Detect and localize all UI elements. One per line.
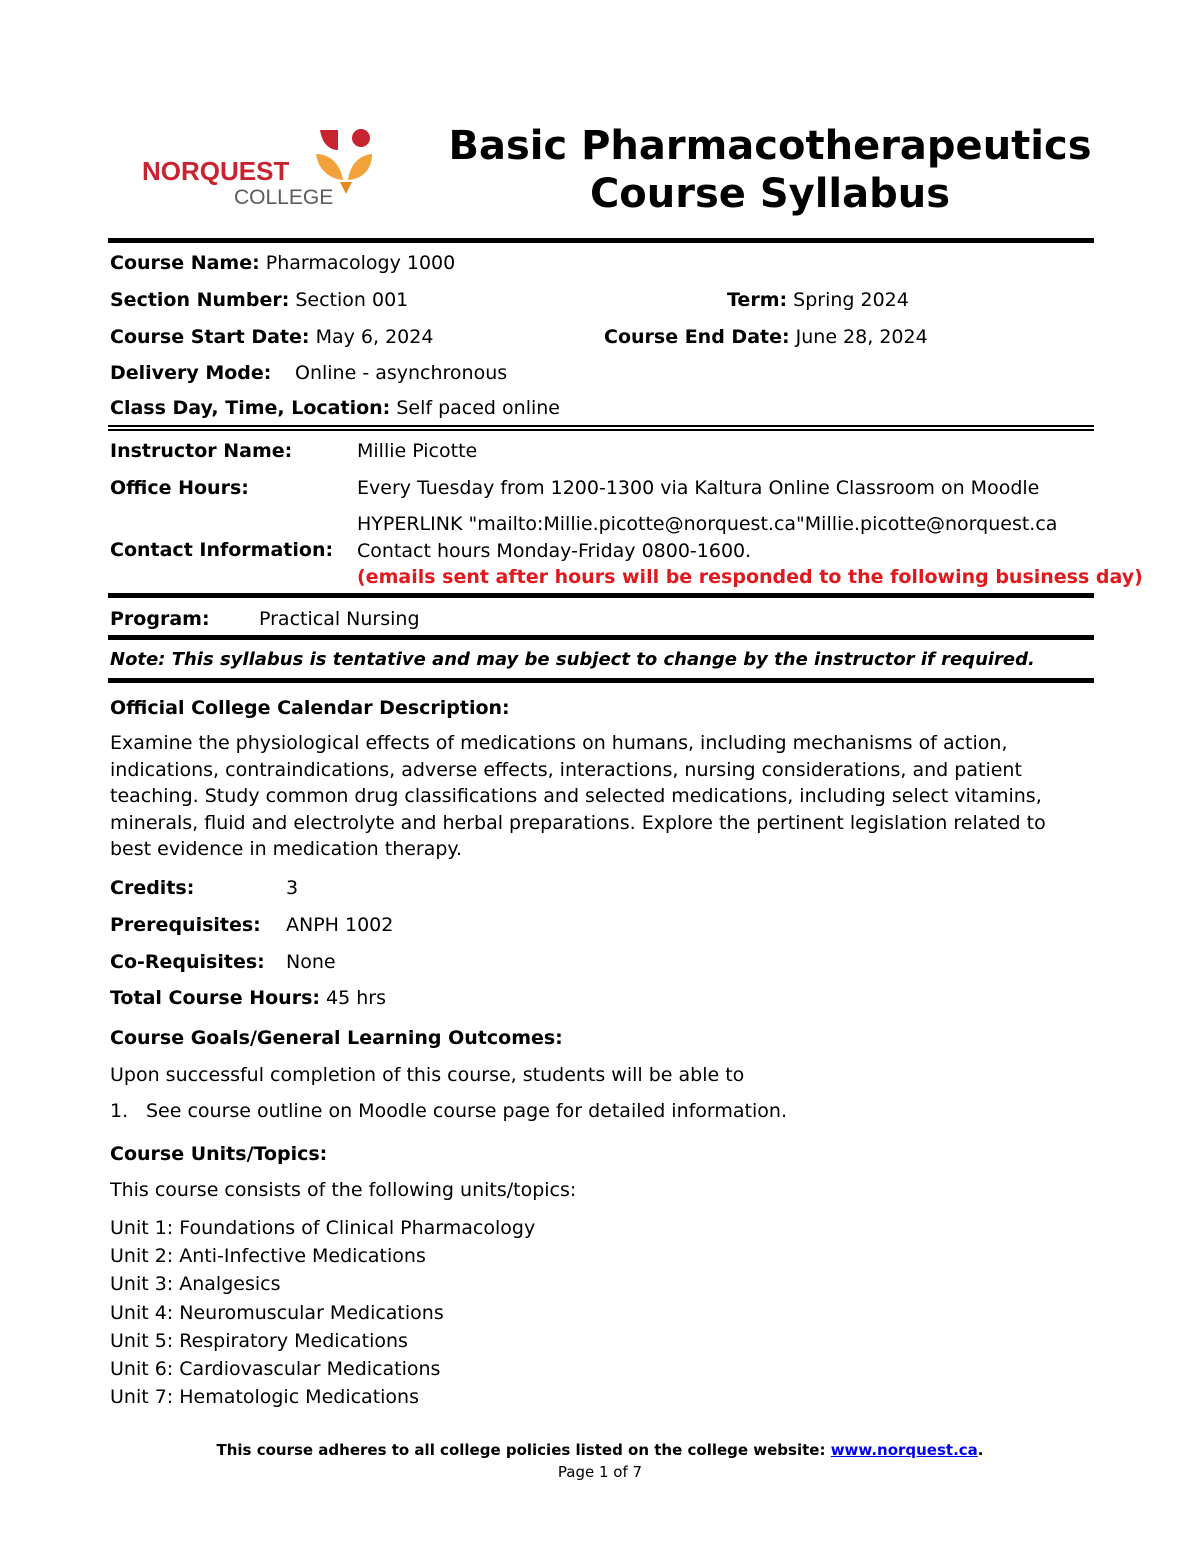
total-hours-row bbox=[110, 986, 386, 1010]
calendar-heading: Official College Calendar Description: bbox=[110, 697, 510, 719]
goals-heading: Course Goals/General Learning Outcomes: bbox=[110, 1027, 563, 1049]
list-item: Unit 7: Hematologic Medications bbox=[110, 1386, 419, 1409]
tentative-note: Note: This syllabus is tentative and may be subject to change by the instructor if required. bbox=[110, 649, 1035, 670]
start-date-value: May 6, 2024 bbox=[315, 326, 434, 348]
divider bbox=[108, 635, 1094, 640]
course-name-row bbox=[110, 251, 455, 275]
class-value: Self paced online bbox=[396, 397, 560, 419]
corequisites-value: None bbox=[286, 951, 336, 973]
footer-period: . bbox=[977, 1441, 984, 1459]
instructor-name-label: Instructor Name: bbox=[110, 440, 293, 462]
list-item: Unit 6: Cardiovascular Medications bbox=[110, 1358, 441, 1381]
delivery-label: Delivery Mode: bbox=[110, 362, 272, 384]
credits-label: Credits: bbox=[110, 877, 195, 899]
page-number: Page 1 of 7 bbox=[557, 1463, 643, 1481]
office-hours-label: Office Hours: bbox=[110, 477, 249, 499]
divider bbox=[108, 238, 1094, 243]
logo-name-text: NORQUEST bbox=[142, 156, 290, 186]
corequisites-label: Co-Requisites: bbox=[110, 951, 265, 973]
units-heading: Course Units/Topics: bbox=[110, 1143, 328, 1165]
end-date-value: June 28, 2024 bbox=[795, 326, 928, 348]
total-hours-value: 45 hrs bbox=[326, 987, 386, 1009]
divider bbox=[108, 678, 1094, 683]
start-date-row bbox=[110, 325, 433, 349]
title-line-1: Basic Pharmacotherapeutics bbox=[448, 123, 1092, 169]
divider bbox=[108, 425, 1094, 431]
total-hours-label: Total Course Hours: bbox=[110, 987, 320, 1009]
term-row bbox=[727, 288, 909, 312]
contact-label: Contact Information: bbox=[110, 539, 334, 561]
contact-email-link[interactable]: HYPERLINK "mailto:Millie.picotte@norquest.ca"Millie.picotte@norquest.ca bbox=[357, 513, 1058, 535]
section-value: Section 001 bbox=[295, 289, 409, 311]
norquest-college-logo bbox=[140, 124, 380, 210]
goals-intro: Upon successful completion of this course, students will be able to bbox=[110, 1064, 745, 1086]
list-item: Unit 3: Analgesics bbox=[110, 1273, 281, 1296]
units-list bbox=[110, 1214, 535, 1411]
section-row bbox=[110, 288, 408, 312]
start-date-label: Course Start Date: bbox=[110, 326, 310, 348]
class-row bbox=[110, 396, 560, 420]
college-website-link[interactable]: www.norquest.ca bbox=[830, 1441, 978, 1459]
policy-text: This course adheres to all college policies listed on the college website: bbox=[216, 1441, 826, 1459]
logo-sub-text: COLLEGE bbox=[234, 186, 334, 209]
goals-item: See course outline on Moodle course page for detailed information. bbox=[146, 1100, 787, 1122]
list-item: Unit 1: Foundations of Clinical Pharmacology bbox=[110, 1217, 536, 1239]
prerequisites-value: ANPH 1002 bbox=[286, 914, 394, 936]
policy-footer bbox=[0, 1441, 1200, 1459]
title-line-2: Course Syllabus bbox=[589, 171, 951, 217]
page-title bbox=[440, 122, 1100, 218]
list-item: Unit 5: Respiratory Medications bbox=[110, 1329, 408, 1352]
class-label: Class Day, Time, Location: bbox=[110, 397, 391, 419]
contact-note: (emails sent after hours will be responded to the following business day) bbox=[357, 566, 1143, 588]
instructor-name-value: Millie Picotte bbox=[357, 440, 478, 462]
end-date-label: Course End Date: bbox=[604, 326, 790, 348]
prerequisites-label: Prerequisites: bbox=[110, 914, 261, 936]
office-hours-value: Every Tuesday from 1200-1300 via Kaltura Online Classroom on Moodle bbox=[357, 477, 1040, 499]
course-name-label: Course Name: bbox=[110, 252, 260, 274]
term-value: Spring 2024 bbox=[793, 289, 909, 311]
credits-value: 3 bbox=[286, 877, 299, 899]
divider bbox=[108, 593, 1094, 598]
delivery-value: Online - asynchronous bbox=[295, 362, 508, 384]
units-intro: This course consists of the following units/topics: bbox=[110, 1179, 577, 1201]
course-name-value: Pharmacology 1000 bbox=[265, 252, 456, 274]
section-label: Section Number: bbox=[110, 289, 290, 311]
term-label: Term: bbox=[727, 289, 788, 311]
list-item: Unit 2: Anti-Infective Medications bbox=[110, 1245, 426, 1268]
contact-hours: Contact hours Monday-Friday 0800-1600. bbox=[357, 540, 752, 562]
list-item: Unit 4: Neuromuscular Medications bbox=[110, 1301, 444, 1324]
calendar-description: Examine the physiological effects of medications on humans, including mechanisms of action, indications, contraindications, adverse effects, interactions, nursing considerations, and patient teaching. Study common drug classifications and selected medications, including select vitamins, minerals, fluid and electrolyte and herbal preparations. Explore the pertinent legislation related to best evidence in medication therapy. bbox=[110, 732, 1046, 860]
goals-item-number: 1. bbox=[110, 1100, 129, 1122]
program-value: Practical Nursing bbox=[259, 608, 420, 630]
program-label: Program: bbox=[110, 608, 210, 630]
end-date-row bbox=[604, 325, 928, 349]
